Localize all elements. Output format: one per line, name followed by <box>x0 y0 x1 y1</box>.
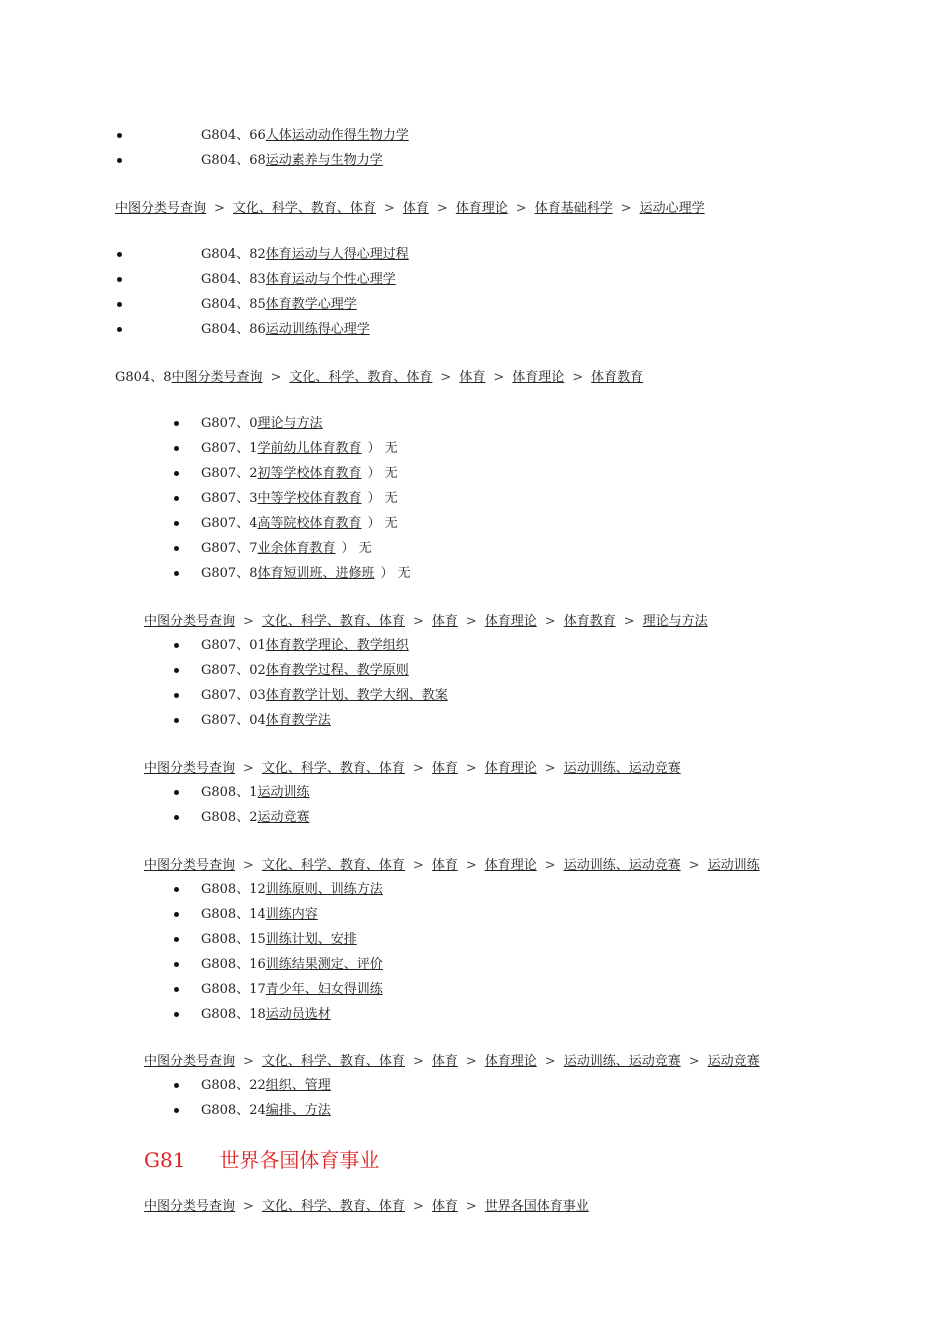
class-code: G808、15 <box>201 932 266 947</box>
list-item-content <box>201 152 383 170</box>
bullet-icon <box>117 252 122 257</box>
breadcrumb-separator: > <box>544 761 556 776</box>
note-text: ） 无 <box>367 466 398 481</box>
class-code: G807、03 <box>201 688 266 703</box>
list-item-content <box>201 440 398 458</box>
bullet-icon <box>174 718 179 723</box>
list-item-content <box>201 809 310 827</box>
class-code: G807、04 <box>201 713 266 728</box>
breadcrumb-separator: > <box>243 1199 254 1214</box>
breadcrumb-separator: > <box>436 201 448 216</box>
breadcrumb-link[interactable]: 运动竞赛 <box>707 1054 760 1069</box>
breadcrumb-link[interactable]: 体育 <box>431 1054 458 1069</box>
bullet-icon <box>117 302 122 307</box>
breadcrumb-separator: > <box>688 858 700 873</box>
breadcrumb-separator: > <box>440 370 452 385</box>
breadcrumb-separator: > <box>572 370 584 385</box>
breadcrumb-separator: > <box>465 1199 477 1214</box>
class-code: G807、7 <box>201 541 258 556</box>
bullet-icon <box>117 327 122 332</box>
class-link[interactable]: 组织、管理 <box>265 1078 331 1093</box>
breadcrumb-separator: > <box>243 761 254 776</box>
class-code: G807、4 <box>201 516 258 531</box>
note-text: ） 无 <box>367 441 398 456</box>
breadcrumb <box>144 613 708 631</box>
breadcrumb-separator: > <box>465 858 477 873</box>
breadcrumb-link[interactable]: 世界各国体育事业 <box>484 1199 589 1214</box>
class-code: G808、17 <box>201 982 266 997</box>
class-link[interactable]: 运动训练得心理学 <box>265 322 370 337</box>
list-item-content <box>201 415 323 433</box>
class-code: G804、66 <box>201 128 266 143</box>
list-item-content <box>201 565 411 583</box>
bullet-icon <box>174 937 179 942</box>
breadcrumb-separator: > <box>243 1054 254 1069</box>
list-item-content <box>201 687 448 705</box>
breadcrumb-separator: > <box>412 614 424 629</box>
list-item-content <box>201 515 398 533</box>
breadcrumb <box>115 369 643 387</box>
breadcrumb-link[interactable]: 体育 <box>402 201 429 216</box>
breadcrumb-separator: > <box>412 1054 424 1069</box>
list-item-content <box>201 906 318 924</box>
bullet-icon <box>174 1012 179 1017</box>
breadcrumb-link[interactable]: 中图分类号查询 <box>171 370 263 385</box>
bullet-icon <box>174 887 179 892</box>
breadcrumb-link[interactable]: 运动训练、运动竞赛 <box>563 1054 681 1069</box>
class-code: G807、02 <box>201 663 266 678</box>
list-item-content <box>201 321 370 339</box>
class-code: G808、16 <box>201 957 266 972</box>
list-item-content <box>201 490 398 508</box>
list-item-content <box>201 296 357 314</box>
breadcrumb-separator: > <box>214 201 225 216</box>
list-item-content <box>201 246 409 264</box>
class-link[interactable]: 训练计划、安排 <box>265 932 357 947</box>
note-text: ） 无 <box>380 566 411 581</box>
breadcrumb-separator: > <box>515 201 527 216</box>
breadcrumb-link[interactable]: 运动训练 <box>707 858 760 873</box>
breadcrumb <box>144 857 760 875</box>
class-link[interactable]: 体育运动与个性心理学 <box>265 272 396 287</box>
class-code: G807、1 <box>201 441 258 456</box>
bullet-icon <box>174 546 179 551</box>
breadcrumb <box>144 760 681 778</box>
breadcrumb-link[interactable]: 文化、科学、教育、体育 <box>261 614 405 629</box>
breadcrumb-separator: > <box>620 201 632 216</box>
bullet-icon <box>174 668 179 673</box>
bullet-icon <box>117 158 122 163</box>
list-item-content <box>201 956 383 974</box>
bullet-icon <box>174 815 179 820</box>
breadcrumb-separator: > <box>544 614 556 629</box>
breadcrumb-link[interactable]: 体育教育 <box>591 370 644 385</box>
class-link[interactable]: 体育教学过程、教学原则 <box>265 663 409 678</box>
bullet-icon <box>174 1083 179 1088</box>
class-code: G804、85 <box>201 297 266 312</box>
list-item-content <box>201 127 409 145</box>
breadcrumb <box>144 1053 760 1071</box>
class-link[interactable]: 训练内容 <box>265 907 318 922</box>
breadcrumb <box>144 1198 589 1216</box>
class-code: G804、86 <box>201 322 266 337</box>
list-item-content <box>201 784 310 802</box>
bullet-icon <box>174 912 179 917</box>
breadcrumb-link[interactable]: 文化、科学、教育、体育 <box>232 201 376 216</box>
breadcrumb-link[interactable]: 文化、科学、教育、体育 <box>261 858 405 873</box>
bullet-icon <box>117 133 122 138</box>
class-code: G808、18 <box>201 1007 266 1022</box>
class-link[interactable]: 编排、方法 <box>265 1103 331 1118</box>
breadcrumb-separator: > <box>243 858 254 873</box>
breadcrumb-separator: > <box>270 370 282 385</box>
breadcrumb-link[interactable]: 体育基础科学 <box>534 201 613 216</box>
breadcrumb-link[interactable]: 体育理论 <box>484 1054 537 1069</box>
breadcrumb-link[interactable]: 中图分类号查询 <box>144 761 236 776</box>
class-link[interactable]: 运动训练 <box>257 785 310 800</box>
class-link[interactable]: 体育短训班、进修班 <box>257 566 375 581</box>
breadcrumb-separator: > <box>544 1054 556 1069</box>
list-item-content <box>201 465 398 483</box>
breadcrumb-prefix: G804、8 <box>115 370 172 385</box>
breadcrumb-link[interactable]: 运动训练、运动竞赛 <box>563 761 681 776</box>
section-title: 世界各国体育事业 <box>219 1148 380 1172</box>
class-link[interactable]: 业余体育教育 <box>257 541 336 556</box>
class-code: G808、1 <box>201 785 258 800</box>
breadcrumb <box>115 200 705 218</box>
list-item-content <box>201 662 409 680</box>
class-code: G804、83 <box>201 272 266 287</box>
class-link[interactable]: 高等院校体育教育 <box>257 516 362 531</box>
class-link[interactable]: 人体运动动作得生物力学 <box>265 128 409 143</box>
list-item-content <box>201 1077 331 1095</box>
list-item-content <box>201 712 331 730</box>
breadcrumb-separator: > <box>465 614 477 629</box>
bullet-icon <box>174 421 179 426</box>
breadcrumb-link[interactable]: 体育 <box>459 370 486 385</box>
bullet-icon <box>174 1108 179 1113</box>
bullet-icon <box>174 987 179 992</box>
breadcrumb-link[interactable]: 文化、科学、教育、体育 <box>261 761 405 776</box>
breadcrumb-separator: > <box>412 761 424 776</box>
class-code: G807、3 <box>201 491 258 506</box>
breadcrumb-link[interactable]: 文化、科学、教育、体育 <box>261 1199 405 1214</box>
bullet-icon <box>174 962 179 967</box>
class-link[interactable]: 运动竞赛 <box>257 810 310 825</box>
list-item-content <box>201 540 372 558</box>
breadcrumb-separator: > <box>383 201 395 216</box>
breadcrumb-link[interactable]: 中图分类号查询 <box>144 858 236 873</box>
breadcrumb-separator: > <box>412 858 424 873</box>
breadcrumb-link[interactable]: 体育理论 <box>484 858 537 873</box>
bullet-icon <box>174 446 179 451</box>
class-link[interactable]: 体育教学法 <box>265 713 331 728</box>
breadcrumb-separator: > <box>465 761 477 776</box>
breadcrumb-link[interactable]: 文化、科学、教育、体育 <box>289 370 433 385</box>
breadcrumb-separator: > <box>243 614 254 629</box>
class-code: G808、2 <box>201 810 258 825</box>
class-link[interactable]: 体育教学理论、教学组织 <box>265 638 409 653</box>
list-item-content <box>201 271 396 289</box>
class-link[interactable]: 体育运动与人得心理过程 <box>265 247 409 262</box>
class-code: G808、24 <box>201 1103 266 1118</box>
class-link[interactable]: 理论与方法 <box>257 416 323 431</box>
bullet-icon <box>174 471 179 476</box>
class-link[interactable]: 学前幼儿体育教育 <box>257 441 362 456</box>
section-code: G81 <box>144 1148 186 1172</box>
class-link[interactable]: 中等学校体育教育 <box>257 491 362 506</box>
breadcrumb-separator: > <box>688 1054 700 1069</box>
breadcrumb-link[interactable]: 运动心理学 <box>639 201 705 216</box>
class-link[interactable]: 训练结果测定、评价 <box>265 957 383 972</box>
bullet-icon <box>174 693 179 698</box>
class-link[interactable]: 体育教学计划、教学大纲、教案 <box>265 688 448 703</box>
class-code: G807、01 <box>201 638 266 653</box>
class-link[interactable]: 体育教学心理学 <box>265 297 357 312</box>
list-item-content <box>201 1006 331 1024</box>
bullet-icon <box>174 496 179 501</box>
class-code: G807、2 <box>201 466 258 481</box>
breadcrumb-separator: > <box>412 1199 424 1214</box>
class-link[interactable]: 青少年、妇女得训练 <box>265 982 383 997</box>
note-text: ） 无 <box>367 516 398 531</box>
breadcrumb-separator: > <box>465 1054 477 1069</box>
class-code: G808、22 <box>201 1078 266 1093</box>
class-link[interactable]: 运动素养与生物力学 <box>265 153 383 168</box>
breadcrumb-separator: > <box>493 370 505 385</box>
breadcrumb-link[interactable]: 文化、科学、教育、体育 <box>261 1054 405 1069</box>
breadcrumb-link[interactable]: 中图分类号查询 <box>144 1054 236 1069</box>
breadcrumb-separator: > <box>623 614 635 629</box>
class-link[interactable]: 初等学校体育教育 <box>257 466 362 481</box>
breadcrumb-link[interactable]: 中图分类号查询 <box>144 1199 236 1214</box>
class-code: G804、68 <box>201 153 266 168</box>
breadcrumb-separator: > <box>544 858 556 873</box>
bullet-icon <box>174 571 179 576</box>
class-code: G808、12 <box>201 882 266 897</box>
list-item-content <box>201 1102 331 1120</box>
breadcrumb-link[interactable]: 体育理论 <box>484 614 537 629</box>
breadcrumb-link[interactable]: 体育 <box>431 1199 458 1214</box>
class-code: G807、0 <box>201 416 258 431</box>
breadcrumb-link[interactable]: 体育 <box>431 614 458 629</box>
note-text: ） 无 <box>341 541 372 556</box>
bullet-icon <box>174 521 179 526</box>
list-item-content <box>201 881 383 899</box>
breadcrumb-link[interactable]: 体育教育 <box>563 614 616 629</box>
section-heading <box>144 1147 379 1173</box>
class-code: G804、82 <box>201 247 266 262</box>
class-link[interactable]: 运动员选材 <box>265 1007 331 1022</box>
bullet-icon <box>174 643 179 648</box>
breadcrumb-link[interactable]: 理论与方法 <box>642 614 708 629</box>
breadcrumb-link[interactable]: 中图分类号查询 <box>144 614 236 629</box>
breadcrumb-link[interactable]: 体育 <box>431 761 458 776</box>
breadcrumb-link[interactable]: 体育理论 <box>455 201 508 216</box>
bullet-icon <box>117 277 122 282</box>
class-link[interactable]: 训练原则、训练方法 <box>265 882 383 897</box>
list-item-content <box>201 981 383 999</box>
breadcrumb-link[interactable]: 中图分类号查询 <box>115 201 207 216</box>
note-text: ） 无 <box>367 491 398 506</box>
breadcrumb-link[interactable]: 体育理论 <box>484 761 537 776</box>
list-item-content <box>201 637 409 655</box>
class-code: G808、14 <box>201 907 266 922</box>
bullet-icon <box>174 790 179 795</box>
breadcrumb-link[interactable]: 体育 <box>431 858 458 873</box>
list-item-content <box>201 931 357 949</box>
class-code: G807、8 <box>201 566 258 581</box>
breadcrumb-link[interactable]: 运动训练、运动竞赛 <box>563 858 681 873</box>
breadcrumb-link[interactable]: 体育理论 <box>512 370 565 385</box>
